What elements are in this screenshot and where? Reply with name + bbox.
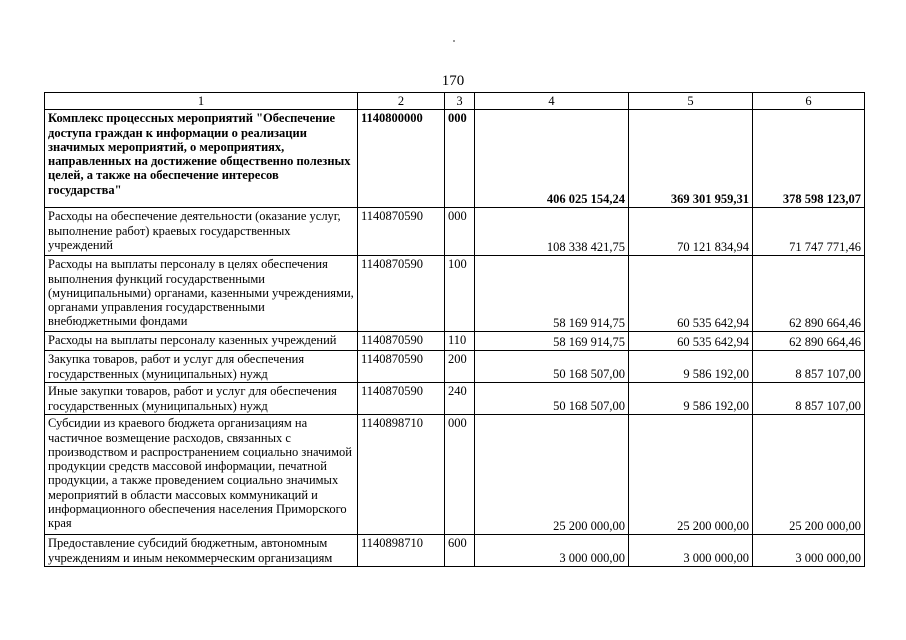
row-amount-col5: 70 121 834,94: [629, 208, 753, 256]
scan-speck: [453, 40, 455, 42]
header-col-5: 5: [629, 93, 753, 110]
row-amount-col4: 3 000 000,00: [475, 535, 629, 567]
row-amount-col4: 50 168 507,00: [475, 351, 629, 383]
header-row: [45, 93, 865, 110]
row-expense-type: 100: [445, 256, 475, 332]
row-amount-col6: 62 890 664,46: [753, 332, 865, 351]
row-expense-type: 000: [445, 415, 475, 535]
row-expense-type: 000: [445, 208, 475, 256]
row-name: Предоставление субсидий бюджетным, автономным учреждениям и иным некоммерческим организациям: [45, 535, 358, 567]
row-amount-col6: 378 598 123,07: [753, 110, 865, 208]
table-row: [45, 332, 865, 351]
row-code: 1140870590: [358, 256, 445, 332]
page-number: 170: [441, 73, 465, 89]
row-amount-col4: 108 338 421,75: [475, 208, 629, 256]
row-amount-col5: 9 586 192,00: [629, 351, 753, 383]
row-amount-col5: 9 586 192,00: [629, 383, 753, 415]
table-row: [45, 256, 865, 332]
table-row: [45, 383, 865, 415]
header-col-6: 6: [753, 93, 865, 110]
header-col-3: 3: [445, 93, 475, 110]
row-expense-type: 200: [445, 351, 475, 383]
row-amount-col6: 8 857 107,00: [753, 351, 865, 383]
row-amount-col4: 406 025 154,24: [475, 110, 629, 208]
row-amount-col6: 8 857 107,00: [753, 383, 865, 415]
row-amount-col6: 71 747 771,46: [753, 208, 865, 256]
row-code: 1140870590: [358, 208, 445, 256]
row-amount-col4: 58 169 914,75: [475, 256, 629, 332]
row-amount-col6: 25 200 000,00: [753, 415, 865, 535]
table-row: [45, 351, 865, 383]
row-expense-type: 240: [445, 383, 475, 415]
row-amount-col6: 3 000 000,00: [753, 535, 865, 567]
table-row: [45, 415, 865, 535]
row-expense-type: 600: [445, 535, 475, 567]
table-row: [45, 110, 865, 208]
row-amount-col5: 60 535 642,94: [629, 332, 753, 351]
row-name: Субсидии из краевого бюджета организациям на частичное возмещение расходов, связанных с производством и распространением социально значимой продукции средств массовой информации, печатной продукции, а также проведением социально значимых мероприятий в области массовых коммуникаций и информационного обеспечения населения Приморского края: [45, 415, 358, 535]
row-code: 1140898710: [358, 415, 445, 535]
row-expense-type: 110: [445, 332, 475, 351]
row-name: Расходы на обеспечение деятельности (оказание услуг, выполнение работ) краевых государственных учреждений: [45, 208, 358, 256]
header-col-4: 4: [475, 93, 629, 110]
table-row: [45, 208, 865, 256]
row-amount-col5: 369 301 959,31: [629, 110, 753, 208]
row-code: 1140870590: [358, 332, 445, 351]
table-row: [45, 535, 865, 567]
header-col-2: 2: [358, 93, 445, 110]
row-amount-col5: 25 200 000,00: [629, 415, 753, 535]
row-amount-col5: 3 000 000,00: [629, 535, 753, 567]
row-name: Расходы на выплаты персоналу в целях обеспечения выполнения функций государственными (муниципальными) органами, казенными учреждениями, органами управления государственными внебюджетными фондами: [45, 256, 358, 332]
row-name: Расходы на выплаты персоналу казенных учреждений: [45, 332, 358, 351]
row-amount-col4: 58 169 914,75: [475, 332, 629, 351]
row-name: Закупка товаров, работ и услуг для обеспечения государственных (муниципальных) нужд: [45, 351, 358, 383]
row-amount-col4: 25 200 000,00: [475, 415, 629, 535]
row-expense-type: 000: [445, 110, 475, 208]
row-amount-col5: 60 535 642,94: [629, 256, 753, 332]
table-body: [45, 110, 865, 567]
table-header: [45, 93, 865, 110]
row-code: 1140870590: [358, 351, 445, 383]
row-name: Иные закупки товаров, работ и услуг для обеспечения государственных (муниципальных) нужд: [45, 383, 358, 415]
budget-table: [44, 92, 865, 567]
row-code: 1140800000: [358, 110, 445, 208]
row-amount-col4: 50 168 507,00: [475, 383, 629, 415]
row-code: 1140898710: [358, 535, 445, 567]
row-name: Комплекс процессных мероприятий "Обеспечение доступа граждан к информации о реализации значимых мероприятий, о мероприятиях, направленных на достижение общественно полезных целей, а также на обеспечение интересов государства": [45, 110, 358, 208]
row-amount-col6: 62 890 664,46: [753, 256, 865, 332]
row-code: 1140870590: [358, 383, 445, 415]
header-col-1: 1: [45, 93, 358, 110]
